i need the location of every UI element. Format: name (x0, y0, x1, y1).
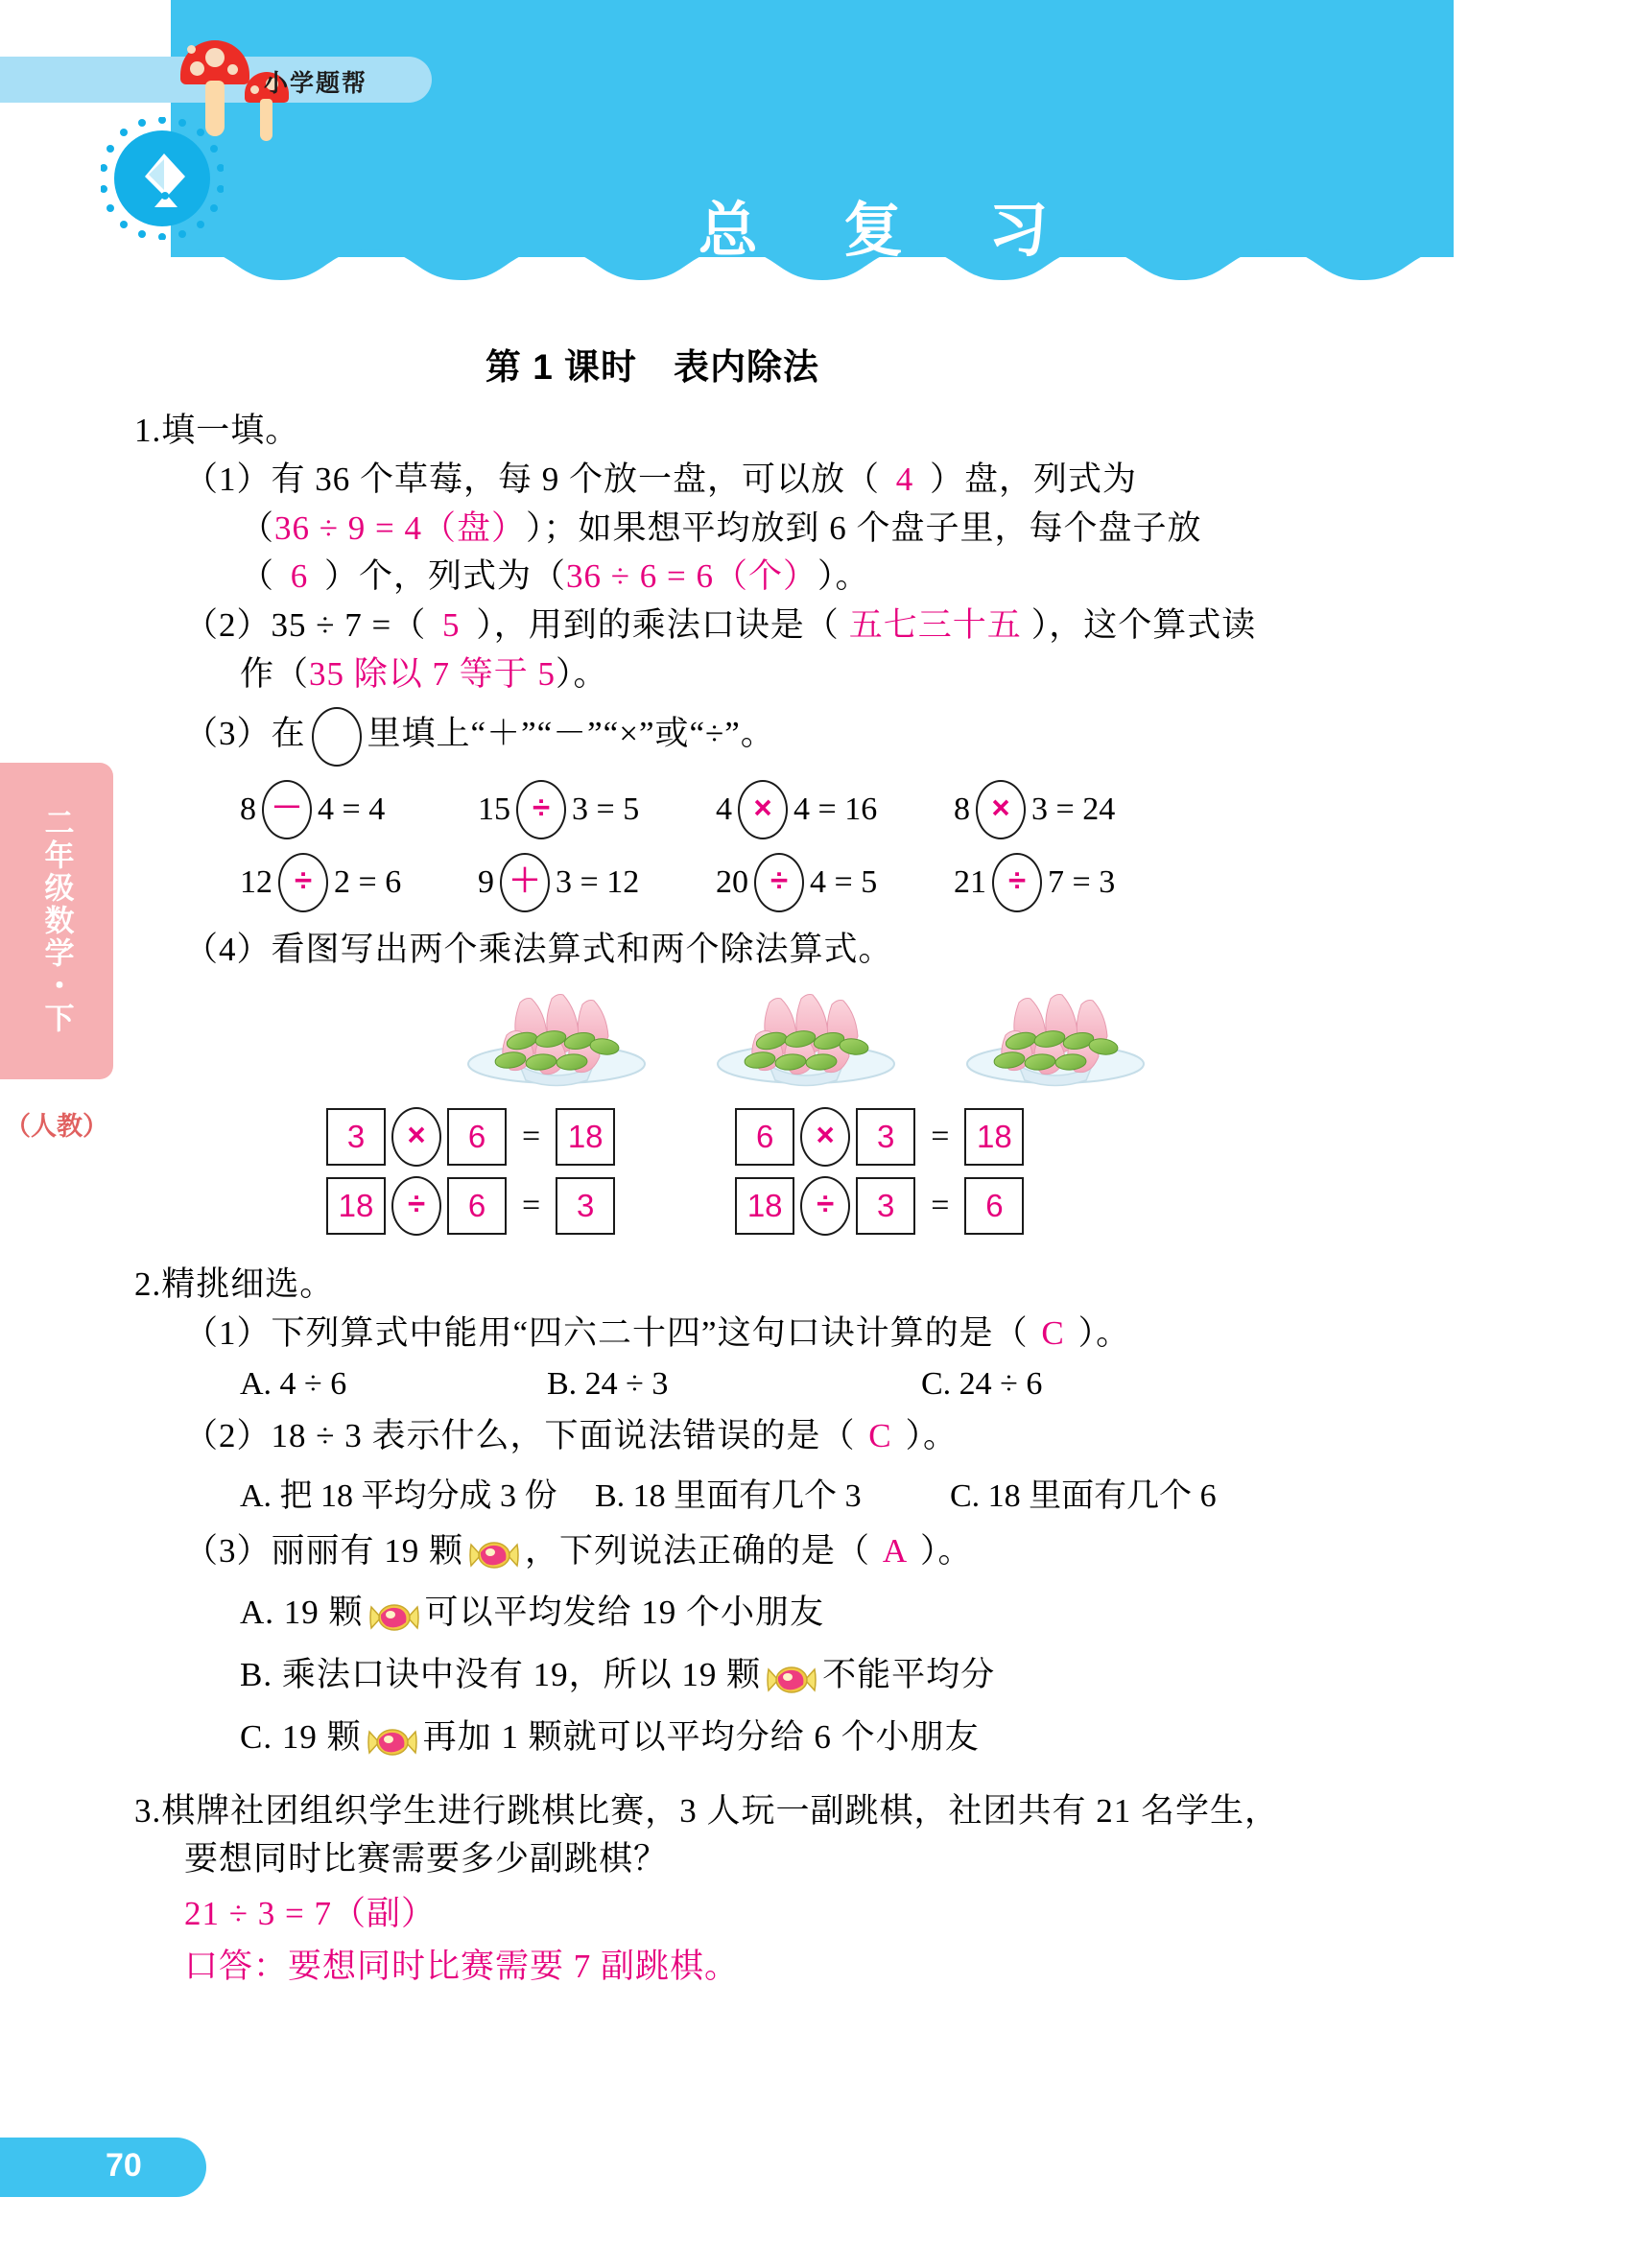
question-1-heading (134, 407, 1497, 456)
op-result: 5 (623, 791, 640, 827)
grade-side-tab (0, 763, 113, 1079)
candy-icon (467, 1537, 521, 1570)
op-expression: 21 ÷ 7 = 3 (954, 853, 1192, 912)
op-result: 4 (368, 791, 386, 827)
op-result: 12 (606, 863, 640, 900)
q1-part4-label: （4） (184, 930, 272, 968)
q1-number: 1. (134, 412, 162, 449)
q1-part2-line2 (240, 650, 1497, 699)
equation-multiplication-1 (326, 1107, 615, 1167)
q2-part2-answer[interactable]: C (868, 1416, 892, 1454)
op-expression: 8 － 4 = 4 (240, 780, 478, 839)
q2-part1-text-b: ）。 (1077, 1314, 1131, 1352)
q1-part1-text-d: ）；如果想平均放到 6 个盘子里，每个盘子放 (525, 508, 1202, 547)
equation-box[interactable]: 3 (856, 1177, 915, 1235)
q2-part3-choice-b[interactable] (240, 1651, 1497, 1700)
choice-option-c[interactable]: C. 18 里面有几个 6 (950, 1477, 1217, 1514)
q1-part1-answer-3[interactable]: 6 (290, 557, 309, 596)
q1-part1-label: （1） (184, 460, 272, 498)
q1-part3-text-b: 里填上“＋”“－”“×”或“÷”。 (367, 714, 775, 752)
op-left: 15 (478, 791, 510, 827)
page-number: 70 (106, 2147, 142, 2184)
op-left: 12 (240, 863, 272, 900)
op-expression: 9 ＋ 3 = 12 (478, 853, 716, 912)
q1-part2-text-b: ），用到的乘法口诀是（ (476, 606, 840, 644)
equation-box[interactable]: 3 (326, 1108, 386, 1166)
q1-part1-line1 (184, 456, 1497, 505)
q1-part3-empty-circle[interactable] (312, 707, 362, 767)
q3-text-line-1: 棋牌社团组织学生进行跳棋比赛，3 人玩一副跳棋，社团共有 21 名学生， (161, 1791, 1280, 1830)
choice-a-text-2: 可以平均发给 19 个小朋友 (424, 1594, 825, 1632)
peach-plate-icon (950, 989, 1161, 1090)
op-circle-operator[interactable]: ＋ (500, 853, 550, 912)
equals-sign: = (931, 1188, 950, 1224)
q1-part2-text-c: ），这个算式读 (1030, 606, 1257, 644)
q2-part3-answer[interactable]: A (882, 1531, 909, 1570)
question-3-line-1 (134, 1787, 1497, 1836)
q1-part3-line1 (184, 707, 1497, 767)
q2-part2-label: （2） (184, 1416, 272, 1454)
op-left: 4 (716, 791, 732, 827)
op-expression: 15 ÷ 3 = 5 (478, 780, 716, 839)
q1-part3-row-1 (240, 780, 1497, 839)
q1-part2-answer-1[interactable]: 5 (441, 606, 461, 644)
q2-part3-text-c: ）。 (920, 1531, 973, 1570)
q1-part4-equation-row-1 (326, 1107, 1497, 1167)
q2-part1-question (184, 1310, 1497, 1358)
op-circle-operator[interactable]: ÷ (278, 853, 328, 912)
op-right: 2 (334, 863, 350, 900)
equation-box[interactable]: 18 (326, 1177, 386, 1235)
q2-number: 2. (134, 1265, 162, 1304)
candy-icon (366, 1724, 419, 1757)
equation-box[interactable]: 3 (856, 1108, 915, 1166)
op-expression: 8 × 3 = 24 (954, 780, 1192, 839)
equation-box[interactable]: 6 (447, 1108, 507, 1166)
op-circle-operator[interactable]: ÷ (800, 1176, 850, 1236)
q1-part1-text-e: （ (240, 557, 275, 596)
equation-box[interactable]: 6 (447, 1177, 507, 1235)
choice-c-text-2: 再加 1 颗就可以平均分给 6 个小朋友 (422, 1717, 980, 1756)
q2-part2-text-b: ）。 (905, 1416, 958, 1454)
q2-part1-choices (240, 1366, 1497, 1403)
op-circle-operator[interactable]: ÷ (391, 1176, 441, 1236)
q1-part3-row-2 (240, 853, 1497, 912)
choice-option-b[interactable]: B. 18 里面有几个 3 (595, 1477, 862, 1514)
equation-division-1 (326, 1176, 615, 1236)
peach-plate-icon (700, 989, 912, 1090)
pen-nib-icon (101, 117, 224, 240)
peach-plate-icon (451, 989, 662, 1090)
op-left: 20 (716, 863, 748, 900)
equation-box[interactable]: 6 (964, 1177, 1024, 1235)
q1-part2-answer-2[interactable]: 五七三十五 (848, 606, 1022, 644)
q1-part1-line3 (240, 553, 1497, 602)
candy-icon (367, 1599, 421, 1632)
q1-part1-answer-4[interactable]: 36 ÷ 6 = 6（个） (566, 557, 817, 596)
equation-box[interactable]: 18 (556, 1108, 615, 1166)
equation-division-2 (735, 1176, 1024, 1236)
equals-sign: = (522, 1188, 541, 1224)
q2-part2-question (184, 1412, 1497, 1461)
op-circle-operator[interactable]: × (738, 780, 788, 839)
op-circle-operator[interactable]: － (262, 780, 312, 839)
q2-part2-choices (240, 1469, 1497, 1516)
op-expression: 12 ÷ 2 = 6 (240, 853, 478, 912)
q2-part3-question (184, 1527, 1497, 1576)
equation-box[interactable]: 6 (735, 1108, 794, 1166)
equation-box[interactable]: 3 (556, 1177, 615, 1235)
op-result: 3 (1099, 863, 1116, 900)
op-right: 4 (810, 863, 826, 900)
brand-label: 小学题帮 (264, 70, 368, 97)
q1-part4-text: 看图写出两个乘法算式和两个除法算式。 (271, 930, 893, 968)
equals-sign: = (931, 1119, 950, 1155)
q2-part3-text-a: 丽丽有 19 颗 (271, 1531, 464, 1570)
choice-option-a[interactable]: A. 把 18 平均分成 3 份 (240, 1477, 557, 1514)
op-circle-operator[interactable]: ÷ (516, 780, 566, 839)
question-3-line-2: 要想同时比赛需要多少副跳棋？ (184, 1840, 669, 1878)
question-2-heading (134, 1261, 1497, 1310)
op-right: 3 (572, 791, 588, 827)
q2-part3-choice-c[interactable] (240, 1713, 1497, 1762)
lesson-title: 第 1 课时 表内除法 (485, 347, 820, 387)
question-3-answer[interactable]: 口答：要想同时比赛需要 7 副跳棋。 (184, 1947, 740, 1985)
q3-number: 3. (134, 1791, 162, 1830)
q1-part2-label: （2） (184, 606, 272, 644)
equation-multiplication-2 (735, 1107, 1024, 1167)
choice-option-b[interactable]: B. 24 ÷ 3 (547, 1365, 669, 1402)
op-right: 4 (318, 791, 334, 827)
op-circle-operator[interactable]: × (391, 1107, 441, 1167)
q1-part2-answer-3[interactable]: 35 除以 7 等于 5 (309, 654, 557, 693)
op-circle-operator[interactable]: ÷ (992, 853, 1042, 912)
q2-part1-label: （1） (184, 1314, 272, 1352)
op-result: 5 (861, 863, 878, 900)
op-result: 24 (1082, 791, 1116, 827)
q1-part3-text-a: 在 (271, 714, 306, 752)
op-right: 3 (1031, 791, 1048, 827)
op-result: 16 (844, 791, 878, 827)
choice-option-c[interactable]: C. 24 ÷ 6 (921, 1365, 1043, 1402)
op-result: 6 (385, 863, 402, 900)
q1-part1-text-a: 有 36 个草莓，每 9 个放一盘，可以放（ (271, 460, 881, 498)
q1-part4-equation-row-2 (326, 1176, 1497, 1236)
op-left: 9 (478, 863, 494, 900)
page-header (0, 0, 1634, 317)
q2-part1-answer[interactable]: C (1041, 1314, 1065, 1352)
peach-plates-illustration (451, 989, 1497, 1090)
grade-side-tab-label: 二年级数学・下 (39, 807, 74, 1035)
candy-icon (765, 1662, 818, 1694)
q2-part3-text-b: ，下列说法正确的是（ (525, 1531, 871, 1570)
q1-part1-answer-2[interactable]: 36 ÷ 9 = 4（盘） (274, 508, 526, 547)
op-left: 21 (954, 863, 986, 900)
q1-part2-text-d: 作（ (240, 654, 310, 693)
q1-part1-answer-1[interactable]: 4 (895, 460, 914, 498)
q2-title: 精挑细选。 (161, 1265, 335, 1304)
op-right: 7 (1048, 863, 1064, 900)
choice-c-text-1: C. 19 颗 (240, 1717, 362, 1756)
q1-part4-line (184, 926, 1497, 975)
choice-option-a[interactable]: A. 4 ÷ 6 (240, 1365, 347, 1402)
q2-part3-choice-a[interactable] (240, 1589, 1497, 1638)
op-right: 3 (556, 863, 572, 900)
q1-part2-text-a: 35 ÷ 7 =（ (271, 606, 427, 644)
q2-part1-text-a: 下列算式中能用“四六二十四”这句口诀计算的是（ (271, 1314, 1029, 1352)
op-circle-operator[interactable]: × (800, 1107, 850, 1167)
q1-part3-label: （3） (184, 714, 272, 752)
q1-part2-line1 (184, 602, 1497, 650)
equals-sign: = (522, 1119, 541, 1155)
op-left: 8 (954, 791, 970, 827)
op-expression: 4 × 4 = 16 (716, 780, 954, 839)
choice-b-text-1: B. 乘法口诀中没有 19，所以 19 颗 (240, 1656, 762, 1693)
page-footer-bar (0, 2138, 206, 2197)
q1-part1-text-f: ）个，列式为（ (324, 557, 567, 596)
q1-title: 填一填。 (161, 412, 300, 449)
publisher-label: （人教） (5, 1112, 108, 1141)
q1-part1-line2 (240, 505, 1497, 554)
choice-b-text-2: 不能平均分 (822, 1656, 996, 1693)
q1-part1-text-b: ）盘，列式为 (930, 460, 1138, 498)
op-circle-operator[interactable]: × (976, 780, 1026, 839)
op-circle-operator[interactable]: ÷ (754, 853, 804, 912)
worksheet-content (134, 338, 1497, 1992)
q1-part2-text-e: ）。 (556, 654, 608, 693)
question-3-solution[interactable]: 21 ÷ 3 = 7（副） (184, 1895, 436, 1932)
q2-part2-text-a: 18 ÷ 3 表示什么，下面说法错误的是（ (271, 1416, 856, 1454)
q2-part3-label: （3） (184, 1531, 272, 1570)
op-expression: 20 ÷ 4 = 5 (716, 853, 954, 912)
page-title: 总 复 习 (698, 198, 1083, 264)
q1-part1-text-c: （ (240, 508, 275, 547)
op-left: 8 (240, 791, 256, 827)
op-right: 4 (793, 791, 810, 827)
equation-box[interactable]: 18 (735, 1177, 794, 1235)
equation-box[interactable]: 18 (964, 1108, 1024, 1166)
choice-a-text-1: A. 19 颗 (240, 1594, 364, 1632)
q1-part1-text-g: ）。 (817, 557, 870, 596)
